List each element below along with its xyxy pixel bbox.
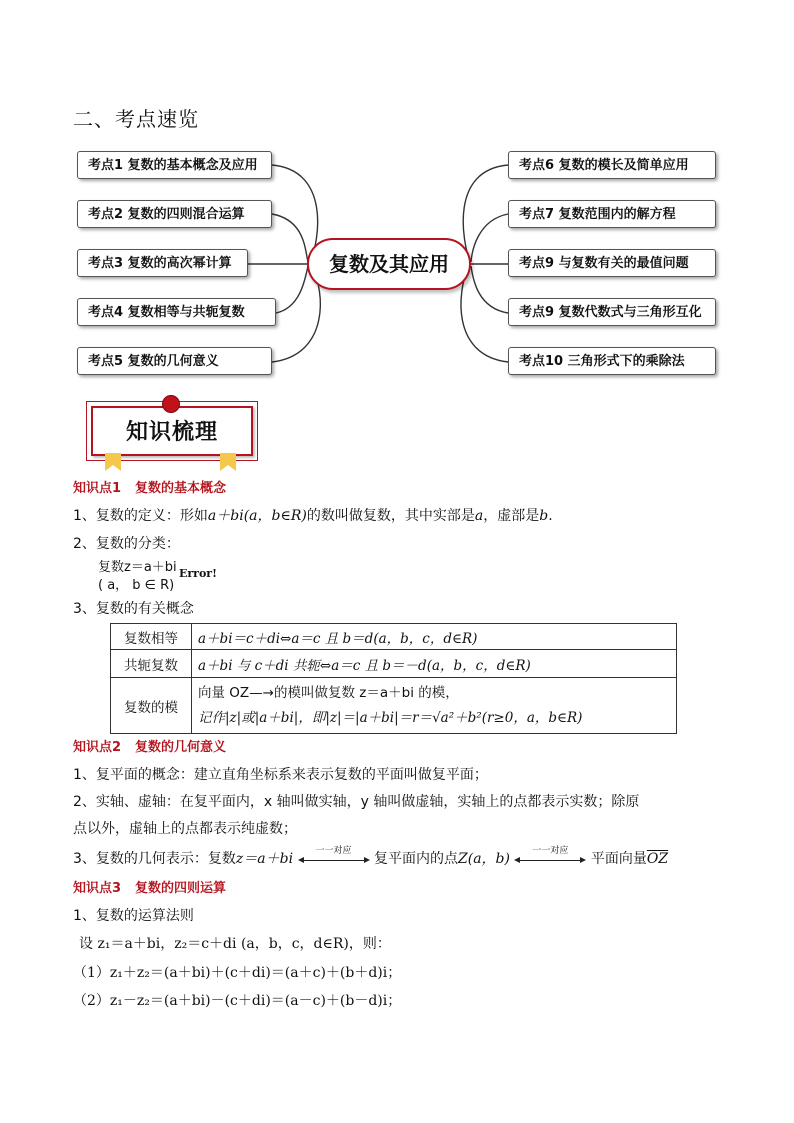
bijection-arrow-icon	[514, 846, 586, 866]
kp2-p1: 1、复平面的概念：建立直角坐标系来表示复数的平面叫做复平面；	[73, 767, 488, 783]
kp1-title: 复数的基本概念	[135, 481, 227, 496]
def-pre: 1、复数的定义：形如	[73, 508, 208, 524]
mindmap-right-5: 考点10 三角形式下的乘除法	[508, 347, 716, 375]
table-row	[111, 624, 677, 650]
mindmap-right-2: 考点7 复数范围内的解方程	[508, 200, 716, 228]
arrow-label: 一一对应	[315, 846, 352, 856]
row-label: 复数的模	[111, 678, 192, 734]
def-a: a	[474, 508, 484, 524]
bijection-arrow-icon	[298, 846, 370, 866]
kp3-rule-2: （2）z₁－z₂＝(a＋bi)－(c＋di)＝(a－c)＋(b－d)i；	[73, 993, 402, 1009]
kp2-num: 知识点2	[73, 740, 122, 755]
kp1-definition	[73, 505, 553, 525]
mindmap-left-3: 考点3 复数的高次幂计算	[77, 249, 248, 277]
row-content	[192, 678, 677, 734]
row-label: 复数相等	[111, 624, 192, 650]
p3-post: 平面向量	[590, 851, 647, 867]
table-row	[111, 650, 677, 678]
table-row	[111, 678, 677, 734]
kp1-concepts-label: 3、复数的有关概念	[73, 601, 194, 617]
mindmap-right-3: 考点9 与复数有关的最值问题	[508, 249, 716, 277]
mindmap-center: 复数及其应用	[307, 238, 471, 290]
mindmap-right-4: 考点9 复数代数式与三角形互化	[508, 298, 716, 326]
kp2-heading	[73, 736, 226, 755]
kp1-classification-label: 2、复数的分类：	[73, 536, 180, 552]
kp3-title: 复数的四则运算	[135, 881, 227, 896]
section-heading: 二、考点速览	[73, 107, 199, 131]
modulus-line-2: 记作|z|或|a＋bi|，即|z|＝|a＋bi|＝r＝√a²＋b²(r≥0，a，b∈R)	[198, 709, 583, 726]
ribbon-right-icon	[220, 453, 236, 471]
concepts-table	[110, 623, 677, 734]
row-label: 共轭复数	[111, 650, 192, 678]
def-end: .	[548, 508, 553, 524]
kp3-setup: 设 z₁＝a＋bi，z₂＝c＋di (a，b，c，d∈R)，则：	[79, 936, 391, 952]
kp2-title: 复数的几何意义	[135, 740, 227, 755]
kp1-heading	[73, 477, 226, 496]
kp1-class-error: Error!	[179, 567, 217, 580]
kp3-rule-1: （1）z₁＋z₂＝(a＋bi)＋(c＋di)＝(a＋c)＋(b＋d)i；	[73, 965, 402, 981]
row-content: a＋bi＝c＋di⇔a＝c 且 b＝d(a，b，c，d∈R)	[192, 624, 677, 650]
kp3-num: 知识点3	[73, 881, 122, 896]
ribbon-left-icon	[105, 453, 121, 471]
p3-mid: 复平面内的点	[374, 851, 458, 867]
def-b: b	[539, 508, 549, 524]
p3-point: Z(a，b)	[458, 851, 510, 867]
kp2-p3	[73, 848, 668, 868]
kp1-class-z: 复数z＝a＋bi	[98, 560, 177, 575]
p3-z: z＝a＋bi	[235, 851, 294, 867]
p3-vec: $\overline{OZ}$	[646, 851, 669, 867]
mindmap-left-5: 考点5 复数的几何意义	[77, 347, 272, 375]
arrow-label: 一一对应	[532, 846, 569, 856]
kp2-p2a: 2、实轴、虚轴：在复平面内，x 轴叫做实轴，y 轴叫做虚轴，实轴上的点都表示实数；除原	[73, 794, 640, 810]
banner-pin-icon	[162, 395, 180, 413]
mindmap-right-1: 考点6 复数的模长及简单应用	[508, 151, 716, 179]
kp3-heading	[73, 877, 226, 896]
def-post: 的数叫做复数，其中实部是	[306, 508, 475, 524]
mindmap-left-2: 考点2 复数的四则混合运算	[77, 200, 272, 228]
kp1-class-cond: ( a， b ∈ R)	[98, 578, 175, 593]
kp2-p2b: 点以外，虚轴上的点都表示纯虚数；	[73, 821, 297, 837]
p3-pre: 3、复数的几何表示：复数	[73, 851, 236, 867]
mindmap-left-4: 考点4 复数相等与共轭复数	[77, 298, 276, 326]
mindmap-left-1: 考点1 复数的基本概念及应用	[77, 151, 272, 179]
kp3-p1: 1、复数的运算法则	[73, 908, 194, 924]
def-mid: ，虚部是	[483, 508, 540, 524]
row-content: a＋bi 与 c＋di 共轭⇔a＝c 且 b＝－d(a，b，c，d∈R)	[192, 650, 677, 678]
kp1-num: 知识点1	[73, 481, 122, 496]
modulus-line-1: 向量 OZ—→的模叫做复数 z＝a＋bi 的模，	[198, 684, 459, 701]
banner-title: 知识梳理	[91, 406, 253, 456]
def-expr: a＋bi(a，b∈R)	[207, 508, 307, 524]
